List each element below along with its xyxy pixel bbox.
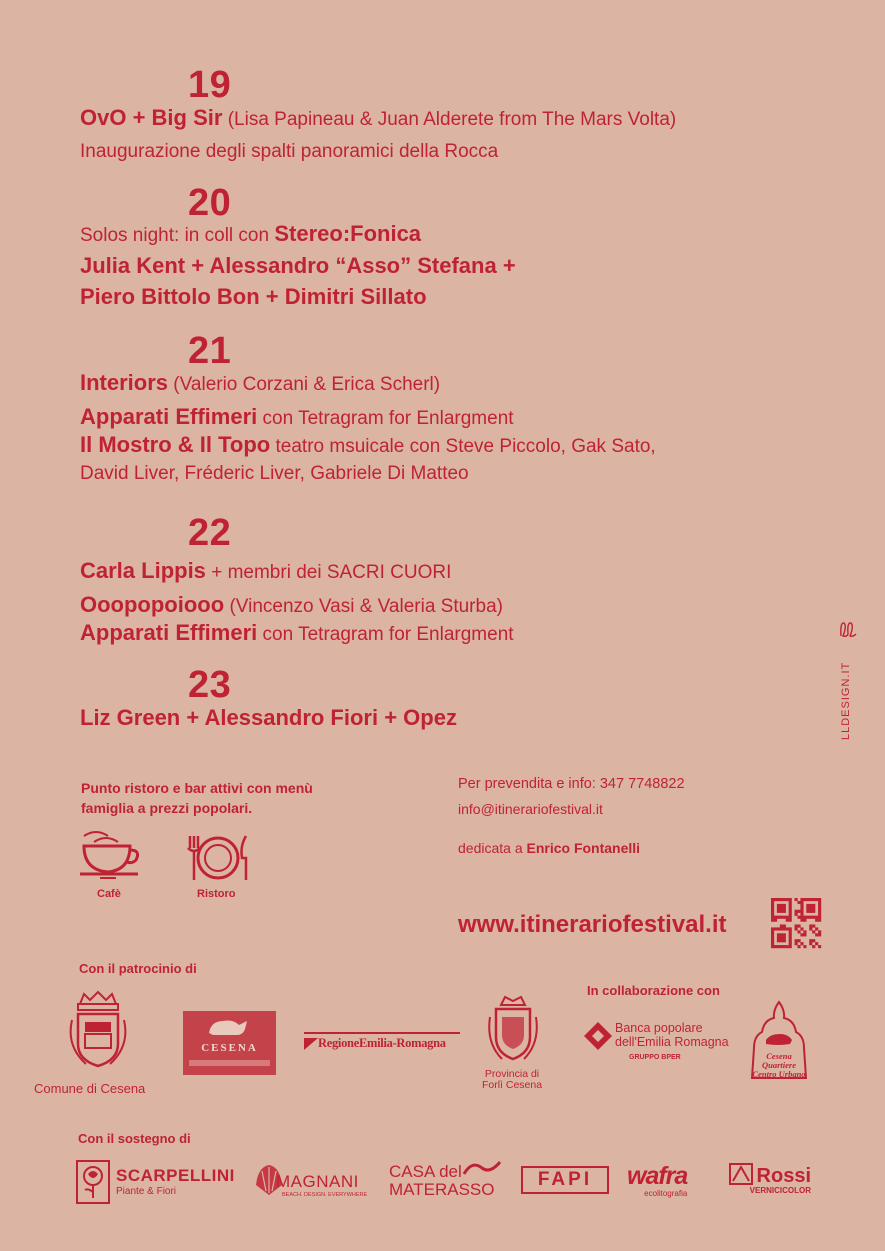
qr-module bbox=[771, 919, 774, 922]
qr-module bbox=[818, 907, 821, 910]
banca-label bbox=[615, 1021, 729, 1049]
qr-module bbox=[818, 913, 821, 916]
qr-module bbox=[803, 930, 806, 933]
food-info-line1: Punto ristoro e bar attivi con menù bbox=[81, 780, 313, 796]
qr-module bbox=[771, 939, 774, 942]
qr-module bbox=[783, 927, 786, 930]
schedule-line bbox=[80, 594, 503, 616]
qr-module bbox=[780, 924, 783, 927]
qr-module bbox=[780, 933, 783, 936]
qr-module bbox=[812, 904, 815, 907]
qr-module bbox=[777, 936, 780, 939]
casa-line2: MATERASSO bbox=[389, 1180, 495, 1199]
qr-module bbox=[818, 910, 821, 913]
qr-module bbox=[803, 916, 806, 919]
qr-module bbox=[803, 933, 806, 936]
designer-credit bbox=[840, 662, 852, 740]
event-detail: con Tetragram for Enlargment bbox=[257, 408, 514, 429]
qr-module bbox=[795, 910, 798, 913]
qr-module bbox=[815, 927, 818, 930]
artist-name: Il Mostro & Il Topo bbox=[80, 432, 271, 457]
wafra-name: wafra bbox=[627, 1162, 688, 1190]
rhino-icon bbox=[207, 1017, 251, 1037]
qr-module bbox=[789, 901, 792, 904]
qr-module bbox=[789, 907, 792, 910]
qr-module bbox=[812, 916, 815, 919]
qr-module bbox=[803, 898, 806, 901]
qr-module bbox=[786, 919, 789, 922]
qr-module bbox=[780, 916, 783, 919]
qr-module bbox=[818, 904, 821, 907]
provincia-label-line1: Provincia di bbox=[484, 1068, 540, 1080]
qr-module bbox=[777, 939, 780, 942]
qr-module bbox=[797, 939, 800, 942]
schedule-line bbox=[80, 406, 514, 428]
qr-module bbox=[789, 930, 792, 933]
qr-module bbox=[774, 916, 777, 919]
qr-module bbox=[789, 919, 792, 922]
fapi-logo bbox=[521, 1166, 609, 1194]
qr-module bbox=[789, 942, 792, 945]
qr-module bbox=[771, 901, 774, 904]
qr-module bbox=[783, 939, 786, 942]
prevendita-info: Per prevendita e info: 347 7748822 bbox=[458, 776, 685, 792]
qr-module bbox=[777, 904, 780, 907]
artist-name: Apparati Effimeri bbox=[80, 404, 258, 429]
artist-name: Ooopopoiooo bbox=[80, 592, 225, 617]
qr-code-icon bbox=[771, 898, 821, 948]
event-detail: teatro msuicale con Steve Piccolo, Gak Sato, bbox=[270, 436, 656, 457]
qr-module bbox=[797, 916, 800, 919]
qr-module bbox=[783, 933, 786, 936]
qr-module bbox=[809, 939, 812, 942]
cafe-label: Cafè bbox=[97, 888, 121, 900]
provincia-label bbox=[480, 1069, 544, 1091]
qr-module bbox=[789, 898, 792, 901]
qr-module bbox=[783, 924, 786, 927]
qr-module bbox=[806, 904, 809, 907]
magnani-sub: BEACH. DESIGN. EVERYWHERE bbox=[282, 1192, 368, 1198]
sostegno-heading: Con il sostegno di bbox=[78, 1131, 191, 1146]
scarpellini-rose-icon bbox=[76, 1160, 110, 1204]
dedication-prefix: dedicata a bbox=[458, 840, 527, 856]
qr-module bbox=[777, 916, 780, 919]
qr-module bbox=[800, 933, 803, 936]
scarpellini-sub: Piante & Fiori bbox=[116, 1186, 177, 1197]
dedication bbox=[458, 841, 640, 855]
event-detail: + membri dei SACRI CUORI bbox=[205, 562, 452, 583]
qr-module bbox=[818, 919, 821, 922]
artist-name: Carla Lippis bbox=[80, 558, 206, 583]
qr-module bbox=[780, 910, 783, 913]
qr-module bbox=[777, 933, 780, 936]
qr-module bbox=[789, 913, 792, 916]
event-detail: con Tetragram for Enlargment bbox=[257, 624, 514, 645]
qr-module bbox=[815, 933, 818, 936]
qr-module bbox=[815, 916, 818, 919]
qr-module bbox=[818, 916, 821, 919]
qr-module bbox=[783, 907, 786, 910]
qr-module bbox=[771, 916, 774, 919]
food-info-line2: famiglia a prezzi popolari. bbox=[81, 800, 253, 816]
designer-logo-icon bbox=[838, 620, 858, 638]
coffee-cup-icon bbox=[78, 828, 144, 884]
qr-module bbox=[795, 924, 798, 927]
qr-module bbox=[812, 910, 815, 913]
qr-module bbox=[800, 913, 803, 916]
qr-module bbox=[789, 933, 792, 936]
qr-module bbox=[771, 910, 774, 913]
qr-module bbox=[818, 945, 821, 948]
provincia-label-line2: Forlì Cesena bbox=[481, 1079, 543, 1091]
plate-cutlery-icon bbox=[184, 834, 254, 882]
cesena-logo bbox=[183, 1011, 276, 1075]
qr-module bbox=[774, 927, 777, 930]
qr-module bbox=[783, 936, 786, 939]
qr-module bbox=[771, 907, 774, 910]
event-detail: (Vincenzo Vasi & Valeria Sturba) bbox=[224, 596, 503, 617]
qr-module bbox=[771, 945, 774, 948]
qr-module bbox=[809, 916, 812, 919]
magnani-label bbox=[276, 1172, 367, 1198]
qr-module bbox=[783, 910, 786, 913]
qr-module bbox=[780, 945, 783, 948]
qr-module bbox=[800, 919, 803, 922]
regione-logo bbox=[304, 1032, 460, 1051]
qr-module bbox=[783, 945, 786, 948]
qr-module bbox=[812, 939, 815, 942]
quartiere-label-line2: Quartiere bbox=[762, 1060, 796, 1070]
day-number: 22 bbox=[188, 512, 232, 554]
qr-module bbox=[777, 898, 780, 901]
artist-name: Apparati Effimeri bbox=[80, 620, 258, 645]
qr-module bbox=[800, 927, 803, 930]
casa-line1: CASA del bbox=[389, 1162, 462, 1181]
quartiere-label-line3: Centro Urbano bbox=[752, 1069, 806, 1079]
qr-module bbox=[803, 945, 806, 948]
qr-module bbox=[797, 930, 800, 933]
qr-module bbox=[809, 942, 812, 945]
event-detail: David Liver, Fréderic Liver, Gabriele Di Matteo bbox=[80, 463, 469, 484]
qr-module bbox=[806, 916, 809, 919]
artist-name: Liz Green + Alessandro Fiori + Opez bbox=[80, 705, 457, 730]
cesena-logo-subline bbox=[189, 1060, 270, 1066]
qr-module bbox=[771, 930, 774, 933]
regione-label: RegioneEmilia-Romagna bbox=[318, 1036, 446, 1050]
day-number: 23 bbox=[188, 664, 232, 706]
qr-module bbox=[783, 916, 786, 919]
food-info bbox=[81, 778, 313, 818]
qr-module bbox=[800, 916, 803, 919]
qr-module bbox=[780, 939, 783, 942]
qr-module bbox=[812, 924, 815, 927]
qr-module bbox=[780, 898, 783, 901]
qr-module bbox=[774, 919, 777, 922]
artist-name: Piero Bittolo Bon + Dimitri Sillato bbox=[80, 284, 427, 309]
artist-name: Stereo:Fonica bbox=[274, 221, 422, 246]
qr-module bbox=[786, 898, 789, 901]
magnani-name: MAGNANI bbox=[276, 1172, 359, 1191]
schedule-line bbox=[80, 286, 427, 308]
schedule-line bbox=[80, 255, 516, 277]
contact-email[interactable]: info@itinerariofestival.it bbox=[458, 801, 603, 817]
qr-module bbox=[797, 924, 800, 927]
qr-module bbox=[771, 933, 774, 936]
qr-module bbox=[774, 945, 777, 948]
day-number: 20 bbox=[188, 182, 232, 224]
qr-module bbox=[812, 898, 815, 901]
banca-label-line1: Banca popolare bbox=[615, 1021, 703, 1035]
qr-module bbox=[780, 904, 783, 907]
qr-module bbox=[771, 942, 774, 945]
qr-module bbox=[795, 939, 798, 942]
qr-module bbox=[809, 898, 812, 901]
wafra-sub: ecolitografia bbox=[644, 1189, 688, 1198]
event-detail: Inaugurazione degli spalti panoramici della Rocca bbox=[80, 141, 499, 162]
qr-module bbox=[777, 907, 780, 910]
qr-module bbox=[795, 913, 798, 916]
qr-module bbox=[815, 942, 818, 945]
fapi-label: FAPI bbox=[537, 1169, 593, 1190]
qr-module bbox=[815, 898, 818, 901]
casa-swirl-icon bbox=[462, 1158, 502, 1178]
schedule-line bbox=[80, 223, 421, 245]
qr-module bbox=[777, 945, 780, 948]
qr-module bbox=[774, 898, 777, 901]
patrocinio-heading: Con il patrocinio di bbox=[79, 961, 197, 976]
rossi-sub: VERNICICOLOR bbox=[749, 1186, 811, 1195]
schedule-line bbox=[80, 434, 656, 456]
banca-label-line2: dell'Emilia Romagna bbox=[615, 1035, 729, 1049]
qr-module bbox=[771, 927, 774, 930]
schedule-line bbox=[80, 142, 498, 161]
banca-logo-icon bbox=[583, 1021, 613, 1051]
qr-module bbox=[803, 919, 806, 922]
provincia-crest-icon bbox=[486, 995, 540, 1063]
qr-module bbox=[783, 904, 786, 907]
event-detail: (Valerio Corzani & Erica Scherl) bbox=[168, 374, 441, 395]
qr-module bbox=[797, 910, 800, 913]
qr-module bbox=[809, 924, 812, 927]
qr-module bbox=[789, 936, 792, 939]
schedule-line bbox=[80, 707, 457, 729]
qr-module bbox=[777, 927, 780, 930]
qr-module bbox=[806, 898, 809, 901]
qr-module bbox=[786, 916, 789, 919]
qr-module bbox=[777, 910, 780, 913]
qr-module bbox=[818, 901, 821, 904]
qr-module bbox=[812, 945, 815, 948]
qr-module bbox=[806, 907, 809, 910]
qr-module bbox=[800, 898, 803, 901]
qr-module bbox=[771, 904, 774, 907]
qr-module bbox=[806, 910, 809, 913]
rossi-name: Rossi bbox=[756, 1165, 811, 1187]
quartiere-label-line1: Cesena bbox=[766, 1051, 792, 1061]
artist-name: Interiors bbox=[80, 370, 169, 395]
banca-group: GRUPPO BPER bbox=[629, 1054, 681, 1061]
wafra-logo bbox=[627, 1163, 687, 1198]
day-number: 19 bbox=[188, 64, 232, 106]
qr-module bbox=[795, 927, 798, 930]
qr-module bbox=[815, 919, 818, 922]
qr-module bbox=[818, 933, 821, 936]
qr-module bbox=[795, 898, 798, 901]
qr-module bbox=[789, 945, 792, 948]
qr-module bbox=[795, 942, 798, 945]
comune-label: Comune di Cesena bbox=[34, 1081, 146, 1096]
qr-module bbox=[812, 907, 815, 910]
collaborazione-heading: In collaborazione con bbox=[587, 983, 720, 998]
qr-module bbox=[818, 898, 821, 901]
qr-module bbox=[783, 898, 786, 901]
schedule-line bbox=[80, 372, 440, 394]
qr-module bbox=[786, 927, 789, 930]
qr-module bbox=[780, 907, 783, 910]
qr-module bbox=[800, 907, 803, 910]
schedule-line bbox=[80, 464, 469, 483]
schedule-line bbox=[80, 560, 451, 582]
qr-module bbox=[800, 910, 803, 913]
qr-module bbox=[771, 898, 774, 901]
quartiere-label bbox=[748, 1052, 810, 1079]
ristoro-label: Ristoro bbox=[197, 888, 236, 900]
qr-module bbox=[809, 927, 812, 930]
qr-module bbox=[789, 910, 792, 913]
designer-credit-text: LLDESIGN.IT bbox=[840, 661, 852, 740]
qr-module bbox=[797, 901, 800, 904]
schedule-line bbox=[80, 107, 676, 129]
qr-module bbox=[780, 936, 783, 939]
scarpellini-name: SCARPELLINI bbox=[116, 1166, 235, 1185]
regione-flag-icon bbox=[304, 1038, 318, 1050]
artist-name: OvO + Big Sir bbox=[80, 105, 223, 130]
website-link[interactable]: www.itinerariofestival.it bbox=[458, 911, 727, 938]
cesena-logo-text: CESENA bbox=[201, 1042, 258, 1054]
qr-module bbox=[789, 927, 792, 930]
qr-module bbox=[800, 901, 803, 904]
qr-module bbox=[780, 927, 783, 930]
event-detail: (Lisa Papineau & Juan Alderete from The Mars Volta) bbox=[222, 109, 677, 130]
regione-top-bar bbox=[304, 1032, 460, 1034]
qr-module bbox=[809, 904, 812, 907]
qr-module bbox=[800, 942, 803, 945]
qr-module bbox=[789, 939, 792, 942]
qr-module bbox=[789, 916, 792, 919]
qr-module bbox=[809, 910, 812, 913]
qr-module bbox=[771, 936, 774, 939]
qr-module bbox=[800, 904, 803, 907]
day-number: 21 bbox=[188, 330, 232, 372]
scarpellini-label bbox=[116, 1166, 235, 1197]
dedication-name: Enrico Fontanelli bbox=[526, 840, 641, 856]
rossi-label bbox=[729, 1166, 811, 1195]
qr-module bbox=[809, 907, 812, 910]
qr-module bbox=[771, 913, 774, 916]
qr-module bbox=[789, 904, 792, 907]
qr-module bbox=[812, 930, 815, 933]
event-detail: Solos night: in coll con bbox=[80, 225, 275, 246]
qr-module bbox=[797, 945, 800, 948]
artist-name: Julia Kent + Alessandro “Asso” Stefana + bbox=[80, 253, 516, 278]
qr-module bbox=[786, 945, 789, 948]
qr-module bbox=[818, 930, 821, 933]
schedule-line bbox=[80, 622, 514, 644]
comune-cesena-crest-icon bbox=[66, 990, 130, 1072]
